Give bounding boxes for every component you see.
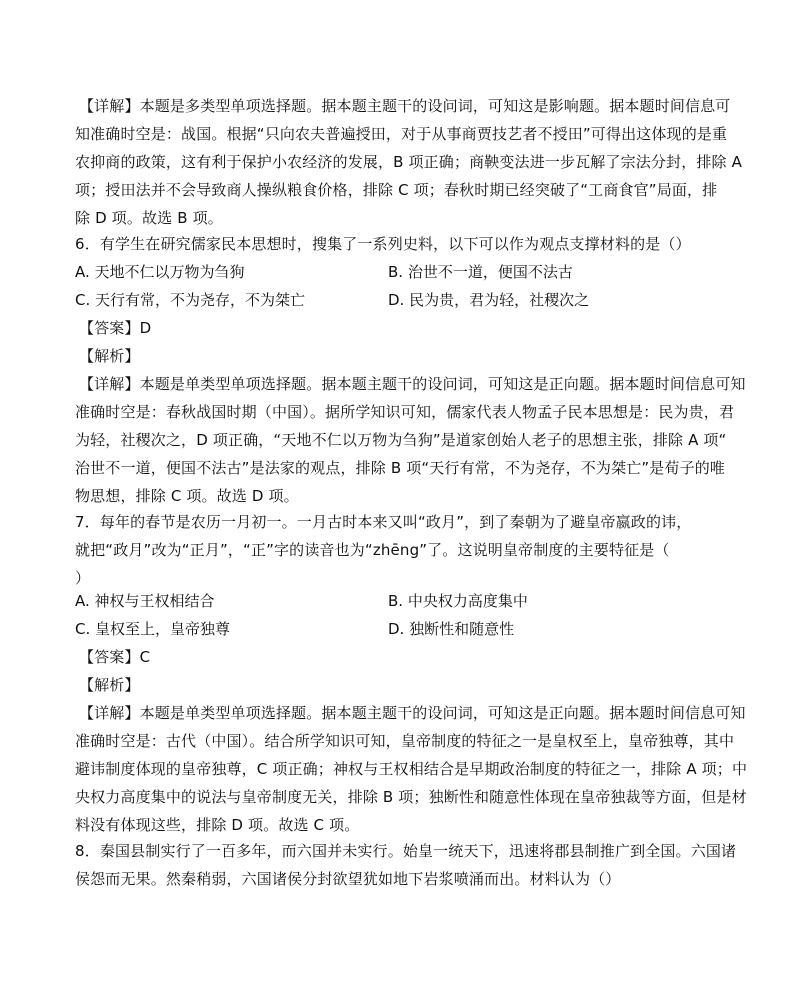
q6-detail-line: 【详解】本题是单类型单项选择题。据本题主题干的设问词，可知这是正向题。据本题时间信息可知 (79, 375, 746, 393)
q7-option-a: A. 神权与王权相结合 (75, 592, 215, 610)
q6-analysis-label: 【解析】 (79, 347, 140, 365)
q7-detail-line: 料没有体现这些，排除 D 项。故选 C 项。 (75, 816, 360, 834)
q6-detail-line: 治世不一道，便国不法古”是法家的观点，排除 B 项“天行有常，不为尧存，不为桀亡”是荀子的唯 (75, 459, 726, 477)
q6-detail (75, 370, 746, 510)
q7-analysis-label: 【解析】 (79, 676, 140, 694)
q6-option-row (75, 258, 723, 286)
q6-option-d: D. 民为贵，君为轻，社稷次之 (388, 291, 590, 309)
q5-detail-line: 【详解】本题是多类型单项选择题。据本题主题干的设问词，可知这是影响题。据本题时间信息可 (79, 97, 731, 115)
q7-detail-line: 央权力高度集中的说法与皇帝制度无关，排除 B 项；独断性和随意性体现在皇帝独裁等方面，但是材 (75, 788, 747, 806)
q5-detail-line: 农抑商的政策，这有利于保护小农经济的发展，B 项正确；商鞅变法进一步瓦解了宗法分封，排除 A (75, 153, 742, 171)
q7-stem-line: 就把“政月”改为“正月”，“正”字的读音也为“zhēng”了。这说明皇帝制度的主要特征是（ (75, 541, 670, 559)
q7-stem-line: 7．每年的春节是农历一月初一。一月古时本来又叫“政月”，到了秦朝为了避皇帝嬴政的讳， (75, 513, 692, 531)
q5-detail-line: 知准确时空是：战国。根据“只向农夫普遍授田，对于从事商贾技艺者不授田”可得出这体现的是重 (75, 125, 728, 143)
q6-answer-block (75, 314, 723, 370)
q6-stem (75, 230, 723, 258)
q7-detail (75, 699, 748, 839)
q6-answer: 【答案】D (79, 319, 152, 337)
q6-stem-line: 6．有学生在研究儒家民本思想时，搜集了一系列史料，以下可以作为观点支撑材料的是（） (75, 235, 691, 253)
q6-detail-line: 为轻，社稷次之，D 项正确，“天地不仁以万物为刍狗”是道家创始人老子的思想主张，排除 A 项“ (75, 431, 727, 449)
q6-option-b: B. 治世不一道，便国不法古 (388, 263, 573, 281)
q7-option-b: B. 中央权力高度集中 (388, 592, 528, 610)
q7-stem-line: ） (75, 569, 91, 587)
q6-option-row (75, 286, 723, 314)
q8-stem-line: 侯怨而无果。然秦稍弱，六国诸侯分封欲望犹如地下岩浆喷涌而出。材料认为（） (75, 870, 621, 888)
q7-detail-line: 避讳制度体现的皇帝独尊，C 项正确；神权与王权相结合是早期政治制度的特征之一，排除 A 项；中 (75, 760, 748, 778)
q7-option-row (75, 587, 723, 615)
q5-detail-line: 除 D 项。故选 B 项。 (75, 209, 223, 227)
q6-option-c: C. 天行有常，不为尧存，不为桀亡 (75, 291, 306, 309)
q7-options (75, 587, 723, 643)
q8-stem-line: 8．秦国县制实行了一百多年，而六国并未实行。始皇一统天下，迅速将郡县制推广到全国。六国诸 (75, 842, 737, 860)
q6-detail-line: 准确时空是：春秋战国时期（中国）。据所学知识可知，儒家代表人物孟子民本思想是：民为贵，君 (75, 403, 735, 421)
q7-answer-block (75, 643, 723, 699)
q8-stem (75, 837, 737, 893)
q7-option-c: C. 皇权至上，皇帝独尊 (75, 620, 231, 638)
q7-detail-line: 准确时空是：古代（中国）。结合所学知识可知，皇帝制度的特征之一是皇权至上，皇帝独尊，其中 (75, 732, 735, 750)
q7-detail-line: 【详解】本题是单类型单项选择题。据本题主题干的设问词，可知这是正向题。据本题时间信息可知 (79, 704, 746, 722)
q6-option-a: A. 天地不仁以万物为刍狗 (75, 263, 245, 281)
q6-detail-line: 物思想，排除 C 项。故选 D 项。 (75, 487, 299, 505)
q5-detail (75, 92, 742, 232)
q6-options (75, 258, 723, 314)
q7-option-d: D. 独断性和随意性 (388, 620, 515, 638)
q7-answer: 【答案】C (79, 648, 151, 666)
q7-stem (75, 508, 723, 592)
q5-detail-line: 项；授田法并不会导致商人操纵粮食价格，排除 C 项；春秋时期已经突破了“工商食官”局面，排 (75, 181, 718, 199)
q7-option-row (75, 615, 723, 643)
